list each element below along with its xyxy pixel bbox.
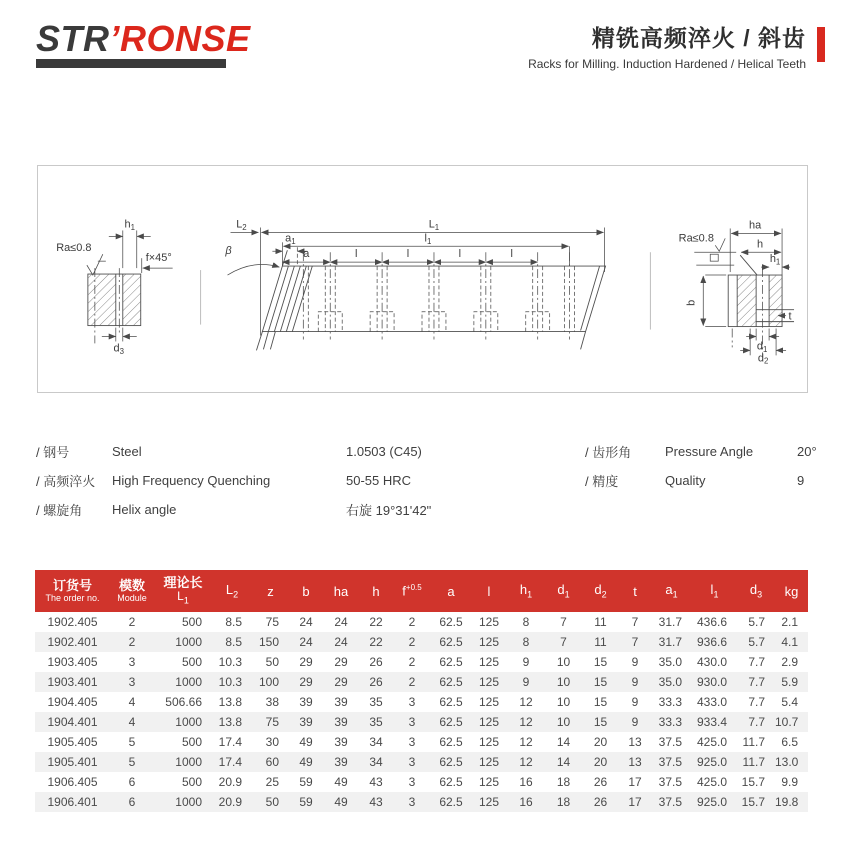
table-cell: 12 bbox=[519, 715, 533, 729]
spec-label-en: Helix angle bbox=[112, 502, 177, 517]
table-cell: 17.4 bbox=[218, 735, 242, 749]
table-cell: 38 bbox=[265, 695, 279, 709]
table-cell: 3 bbox=[128, 675, 136, 689]
col-header-4: z bbox=[252, 570, 289, 612]
table-cell: 2 bbox=[128, 615, 136, 629]
table-cell: 11.7 bbox=[742, 735, 765, 749]
spec-value: 20° bbox=[797, 444, 817, 459]
table-cell: 4.1 bbox=[781, 635, 798, 649]
spec-value: 50-55 HRC bbox=[346, 473, 412, 488]
table-cell: 3 bbox=[408, 755, 416, 769]
table-cell: 13 bbox=[628, 755, 642, 769]
table-cell: 59 bbox=[299, 775, 313, 789]
dim-label-ra-left: Ra≤0.8 bbox=[56, 242, 92, 255]
table-cell: 10 bbox=[556, 655, 571, 669]
table-cell: 1000 bbox=[175, 755, 202, 769]
spec-row-pressure-angle bbox=[585, 437, 817, 466]
table-cell: 10 bbox=[556, 675, 571, 689]
table-cell: 33.3 bbox=[658, 695, 682, 709]
table-cell: 925.0 bbox=[696, 755, 727, 769]
table-cell: 5.7 bbox=[748, 615, 765, 629]
table-cell: 1902.405 bbox=[47, 615, 98, 629]
table-cell: 125 bbox=[478, 735, 500, 749]
col-header-3: $L_2$ bbox=[212, 570, 252, 612]
table-cell: 2.1 bbox=[781, 615, 798, 629]
table-cell: 150 bbox=[258, 635, 279, 649]
table-cell: 125 bbox=[478, 795, 500, 809]
col-header-8: $f^{+0.5}$ bbox=[393, 570, 431, 612]
product-table-wrap bbox=[35, 570, 808, 812]
table-cell: 4 bbox=[128, 695, 136, 709]
table-cell: 1906.405 bbox=[47, 775, 98, 789]
col-header-0: 订货号 The order no. bbox=[35, 570, 110, 612]
table-cell: 5 bbox=[128, 735, 136, 749]
spec-table-head bbox=[35, 570, 808, 612]
spec-value: 1.0503 (C45) bbox=[346, 444, 422, 459]
dim-label-h1-left: $h_1$ bbox=[124, 218, 136, 232]
table-cell: 43 bbox=[369, 775, 383, 789]
table-cell: 49 bbox=[299, 735, 313, 749]
table-cell: 62.5 bbox=[439, 675, 463, 689]
table-cell: 15 bbox=[593, 715, 608, 729]
table-cell: 8.5 bbox=[225, 615, 242, 629]
table-cell: 7.7 bbox=[748, 715, 765, 729]
table-cell: 35.0 bbox=[658, 655, 682, 669]
table-cell: 2 bbox=[408, 615, 416, 629]
table-cell: 1905.405 bbox=[47, 735, 98, 749]
dim-label-l: l bbox=[458, 248, 462, 261]
table-cell: 24 bbox=[334, 615, 348, 629]
rack-top-view bbox=[224, 218, 605, 350]
table-cell: 37.5 bbox=[658, 795, 682, 809]
table-cell: 15 bbox=[593, 695, 608, 709]
table-cell: 15.7 bbox=[741, 775, 765, 789]
table-cell: 10.3 bbox=[218, 655, 242, 669]
dim-label-d2: $d_2$ bbox=[757, 352, 769, 366]
table-cell: 7 bbox=[631, 615, 639, 629]
table-cell: 1903.401 bbox=[47, 675, 98, 689]
mounting-holes bbox=[303, 252, 574, 339]
table-cell: 1904.401 bbox=[47, 715, 98, 729]
dim-label-f45: f×45° bbox=[145, 252, 172, 265]
table-cell: 433.0 bbox=[696, 695, 727, 709]
table-cell: 17.4 bbox=[218, 755, 242, 769]
dim-label-L1: $L_1$ bbox=[428, 218, 440, 232]
spec-label-en: Pressure Angle bbox=[665, 444, 754, 459]
table-cell: 500 bbox=[181, 735, 202, 749]
table-cell: 62.5 bbox=[439, 655, 463, 669]
technical-drawing-panel bbox=[37, 165, 808, 393]
col-header-18: kg bbox=[775, 570, 808, 612]
table-cell: 29 bbox=[299, 675, 313, 689]
table-cell: 10.7 bbox=[775, 715, 799, 729]
table-cell: 125 bbox=[478, 615, 500, 629]
table-cell: 26 bbox=[593, 795, 608, 809]
table-cell: 16 bbox=[519, 775, 533, 789]
table-cell: 13.0 bbox=[775, 755, 799, 769]
spec-label-en: High Frequency Quenching bbox=[112, 473, 271, 488]
table-cell: 31.7 bbox=[658, 635, 682, 649]
table-cell: 24 bbox=[299, 635, 313, 649]
table-cell: 62.5 bbox=[439, 755, 463, 769]
table-cell: 5.7 bbox=[748, 635, 765, 649]
table-cell: 62.5 bbox=[439, 775, 463, 789]
table-cell: 500 bbox=[181, 655, 202, 669]
table-cell: 8 bbox=[522, 635, 530, 649]
table-cell: 7 bbox=[560, 635, 567, 649]
table-cell: 9 bbox=[522, 675, 530, 689]
drawing-svg bbox=[38, 166, 807, 392]
table-cell: 425.0 bbox=[696, 735, 727, 749]
col-header-12: $d_1$ bbox=[545, 570, 582, 612]
brand-logo-text bbox=[36, 18, 251, 59]
table-cell: 50 bbox=[265, 795, 279, 809]
table-cell: 35.0 bbox=[658, 675, 682, 689]
table-cell: 3 bbox=[408, 715, 416, 729]
col-header-7: h bbox=[359, 570, 393, 612]
table-cell: 933.4 bbox=[696, 715, 727, 729]
dim-label-l1-mid: $l_1$ bbox=[424, 232, 432, 246]
table-cell: 436.6 bbox=[696, 615, 727, 629]
left-section-view bbox=[56, 218, 172, 355]
col-header-13: $d_2$ bbox=[582, 570, 619, 612]
table-cell: 1000 bbox=[175, 795, 202, 809]
table-cell: 22 bbox=[369, 635, 383, 649]
table-cell: 6 bbox=[128, 795, 136, 809]
table-cell: 33.3 bbox=[658, 715, 682, 729]
table-cell: 62.5 bbox=[439, 635, 463, 649]
table-row bbox=[35, 752, 808, 772]
table-cell: 12 bbox=[519, 695, 533, 709]
table-cell: 24 bbox=[299, 615, 313, 629]
table-cell: 8 bbox=[522, 615, 530, 629]
table-cell: 12 bbox=[519, 755, 533, 769]
table-cell: 62.5 bbox=[439, 735, 463, 749]
table-cell: 29 bbox=[334, 675, 348, 689]
table-cell: 18 bbox=[556, 775, 571, 789]
table-cell: 125 bbox=[478, 695, 500, 709]
table-row bbox=[35, 672, 808, 692]
logo-part-dark: STR bbox=[36, 18, 110, 59]
table-cell: 9 bbox=[631, 675, 639, 689]
table-cell: 39 bbox=[334, 735, 348, 749]
dim-label-h: h bbox=[757, 238, 764, 251]
table-cell: 34 bbox=[369, 755, 383, 769]
table-cell: 30 bbox=[265, 735, 279, 749]
table-cell: 35 bbox=[369, 695, 383, 709]
table-cell: 37.5 bbox=[658, 735, 682, 749]
dim-label-beta: β bbox=[225, 245, 232, 258]
spec-label-en: Steel bbox=[112, 444, 142, 459]
table-cell: 2.9 bbox=[781, 655, 798, 669]
table-cell: 35 bbox=[369, 715, 383, 729]
table-cell: 10 bbox=[556, 715, 571, 729]
table-cell: 15 bbox=[593, 675, 608, 689]
table-cell: 15.7 bbox=[741, 795, 765, 809]
table-cell: 2 bbox=[408, 675, 416, 689]
table-cell: 11 bbox=[594, 615, 607, 629]
table-cell: 75 bbox=[265, 715, 279, 729]
table-cell: 26 bbox=[593, 775, 608, 789]
table-cell: 10 bbox=[556, 695, 571, 709]
col-header-1: 模数 Module bbox=[110, 570, 154, 612]
table-cell: 5.9 bbox=[781, 675, 798, 689]
table-row bbox=[35, 612, 808, 632]
col-header-15: $a_1$ bbox=[651, 570, 692, 612]
spec-label-zh: / 精度 bbox=[585, 474, 619, 489]
table-cell: 1905.401 bbox=[47, 755, 98, 769]
table-cell: 39 bbox=[299, 715, 313, 729]
table-cell: 2 bbox=[408, 655, 416, 669]
spec-label-zh: / 齿形角 bbox=[585, 445, 632, 460]
table-cell: 14 bbox=[556, 755, 571, 769]
table-cell: 1904.405 bbox=[47, 695, 98, 709]
col-header-9: a bbox=[431, 570, 471, 612]
specs-left-column bbox=[36, 437, 431, 524]
right-section-view bbox=[679, 219, 794, 365]
col-header-11: $h_1$ bbox=[507, 570, 545, 612]
table-cell: 5 bbox=[128, 755, 136, 769]
dim-label-l: l bbox=[510, 248, 513, 261]
dim-label-a1-mid: $a_1$ bbox=[285, 232, 296, 246]
table-row bbox=[35, 632, 808, 652]
table-cell: 12 bbox=[519, 735, 533, 749]
dim-label-b: b bbox=[685, 299, 698, 306]
page-title-en: Racks for Milling. Induction Hardened / Helical Teeth bbox=[528, 57, 806, 71]
col-header-10: l bbox=[471, 570, 507, 612]
table-cell: 16 bbox=[519, 795, 533, 809]
logo-part-red: ’RONSE bbox=[109, 18, 251, 59]
table-cell: 10.3 bbox=[218, 675, 242, 689]
table-cell: 100 bbox=[258, 675, 279, 689]
table-cell: 9 bbox=[631, 695, 639, 709]
table-cell: 49 bbox=[334, 795, 348, 809]
table-cell: 13.8 bbox=[218, 695, 242, 709]
table-cell: 125 bbox=[478, 715, 500, 729]
table-row bbox=[35, 772, 808, 792]
table-cell: 930.0 bbox=[696, 675, 727, 689]
table-cell: 125 bbox=[478, 755, 500, 769]
table-cell: 19.8 bbox=[775, 795, 799, 809]
table-cell: 3 bbox=[408, 775, 416, 789]
table-cell: 1903.405 bbox=[47, 655, 98, 669]
table-cell: 34 bbox=[369, 735, 383, 749]
brand-logo bbox=[36, 18, 251, 68]
table-cell: 1902.401 bbox=[47, 635, 98, 649]
spec-row-quality bbox=[585, 466, 817, 495]
table-cell: 5.4 bbox=[781, 695, 798, 709]
spec-value: 9 bbox=[797, 473, 805, 488]
table-cell: 43 bbox=[369, 795, 383, 809]
table-cell: 11.7 bbox=[742, 755, 765, 769]
table-cell: 7 bbox=[631, 635, 639, 649]
table-row bbox=[35, 792, 808, 812]
col-header-2: 理论长 $L_1$ bbox=[154, 570, 212, 612]
table-cell: 62.5 bbox=[439, 795, 463, 809]
table-cell: 20 bbox=[593, 755, 608, 769]
dim-label-a: a bbox=[303, 248, 310, 261]
table-cell: 425.0 bbox=[696, 775, 727, 789]
table-cell: 26 bbox=[369, 655, 383, 669]
table-cell: 6.5 bbox=[781, 735, 798, 749]
table-cell: 75 bbox=[265, 615, 279, 629]
table-cell: 20.9 bbox=[218, 795, 242, 809]
table-cell: 37.5 bbox=[658, 775, 682, 789]
table-cell: 3 bbox=[408, 795, 416, 809]
table-cell: 50 bbox=[265, 655, 279, 669]
col-header-17: $d_3$ bbox=[737, 570, 775, 612]
table-cell: 60 bbox=[265, 755, 279, 769]
table-cell: 20 bbox=[593, 735, 608, 749]
table-row bbox=[35, 692, 808, 712]
table-cell: 13.8 bbox=[218, 715, 242, 729]
table-cell: 125 bbox=[478, 635, 500, 649]
spec-label-zh: / 螺旋角 bbox=[36, 503, 83, 518]
table-cell: 11 bbox=[594, 635, 607, 649]
table-cell: 7.7 bbox=[748, 655, 765, 669]
logo-underline-bar bbox=[36, 59, 226, 68]
spec-row-steel bbox=[36, 437, 431, 466]
page-title-zh: 精铣高频淬火 / 斜齿 bbox=[591, 25, 806, 51]
spec-table bbox=[35, 570, 808, 812]
table-cell: 1000 bbox=[175, 715, 202, 729]
table-cell: 7.7 bbox=[748, 695, 765, 709]
corner-red-bar bbox=[817, 27, 825, 62]
table-cell: 20.9 bbox=[218, 775, 242, 789]
table-cell: 1906.401 bbox=[47, 795, 98, 809]
table-cell: 2 bbox=[128, 635, 136, 649]
table-cell: 9 bbox=[522, 655, 530, 669]
table-cell: 500 bbox=[181, 615, 202, 629]
table-cell: 506.66 bbox=[165, 695, 202, 709]
table-cell: 1000 bbox=[175, 635, 202, 649]
dim-label-t: t bbox=[788, 310, 792, 323]
page-title-block bbox=[528, 20, 806, 71]
table-cell: 17 bbox=[628, 775, 642, 789]
table-cell: 3 bbox=[408, 735, 416, 749]
table-cell: 37.5 bbox=[658, 755, 682, 769]
dim-label-d1: $d_1$ bbox=[756, 340, 768, 354]
table-cell: 3 bbox=[408, 695, 416, 709]
dim-label-d3: $d_3$ bbox=[113, 342, 125, 356]
table-cell: 59 bbox=[299, 795, 313, 809]
table-cell: 9 bbox=[631, 715, 639, 729]
table-cell: 31.7 bbox=[658, 615, 682, 629]
table-cell: 925.0 bbox=[696, 795, 727, 809]
table-cell: 24 bbox=[334, 635, 348, 649]
dim-label-h1-right: $h_1$ bbox=[769, 253, 781, 267]
spec-row-helix-angle bbox=[36, 495, 431, 524]
table-cell: 18 bbox=[556, 795, 571, 809]
table-cell: 15 bbox=[593, 655, 608, 669]
table-cell: 39 bbox=[334, 695, 348, 709]
table-cell: 62.5 bbox=[439, 695, 463, 709]
spec-value: 右旋 19°31'42" bbox=[346, 503, 432, 518]
table-cell: 1000 bbox=[175, 675, 202, 689]
table-cell: 39 bbox=[334, 755, 348, 769]
table-row bbox=[35, 732, 808, 752]
spec-label-zh: / 钢号 bbox=[36, 445, 70, 460]
table-cell: 7.7 bbox=[748, 675, 765, 689]
table-cell: 500 bbox=[181, 775, 202, 789]
table-row bbox=[35, 712, 808, 732]
spec-row-quenching bbox=[36, 466, 431, 495]
table-cell: 9.9 bbox=[781, 775, 798, 789]
dim-label-l: l bbox=[406, 248, 410, 261]
table-cell: 17 bbox=[628, 795, 642, 809]
dim-label-ra-right: Ra≤0.8 bbox=[678, 232, 714, 245]
col-header-16: $l_1$ bbox=[692, 570, 737, 612]
table-cell: 936.6 bbox=[696, 635, 727, 649]
dim-label-L2: $L_2$ bbox=[236, 218, 247, 232]
table-row bbox=[35, 652, 808, 672]
table-cell: 125 bbox=[478, 675, 500, 689]
table-cell: 125 bbox=[478, 775, 500, 789]
table-cell: 29 bbox=[299, 655, 313, 669]
table-cell: 14 bbox=[556, 735, 571, 749]
dim-label-ha: ha bbox=[749, 219, 762, 232]
table-cell: 25 bbox=[265, 775, 279, 789]
table-cell: 29 bbox=[334, 655, 348, 669]
table-cell: 13 bbox=[628, 735, 642, 749]
table-cell: 8.5 bbox=[225, 635, 242, 649]
table-cell: 39 bbox=[299, 695, 313, 709]
specs-right-column bbox=[585, 437, 817, 495]
dim-label-l: l bbox=[354, 248, 358, 261]
table-cell: 125 bbox=[478, 655, 500, 669]
table-cell: 7 bbox=[560, 615, 567, 629]
spec-table-body bbox=[35, 612, 808, 812]
table-cell: 430.0 bbox=[696, 655, 727, 669]
table-cell: 26 bbox=[369, 675, 383, 689]
table-cell: 4 bbox=[128, 715, 136, 729]
table-cell: 2 bbox=[408, 635, 416, 649]
table-cell: 49 bbox=[299, 755, 313, 769]
col-header-5: b bbox=[289, 570, 323, 612]
table-cell: 3 bbox=[128, 655, 136, 669]
table-cell: 62.5 bbox=[439, 715, 463, 729]
table-cell: 39 bbox=[334, 715, 348, 729]
col-header-6: ha bbox=[323, 570, 359, 612]
spec-label-en: Quality bbox=[665, 473, 706, 488]
table-cell: 9 bbox=[631, 655, 639, 669]
table-cell: 6 bbox=[128, 775, 136, 789]
table-cell: 49 bbox=[334, 775, 348, 789]
table-cell: 62.5 bbox=[439, 615, 463, 629]
table-cell: 22 bbox=[369, 615, 383, 629]
col-header-14: t bbox=[619, 570, 651, 612]
spec-label-zh: / 高频淬火 bbox=[36, 474, 96, 489]
